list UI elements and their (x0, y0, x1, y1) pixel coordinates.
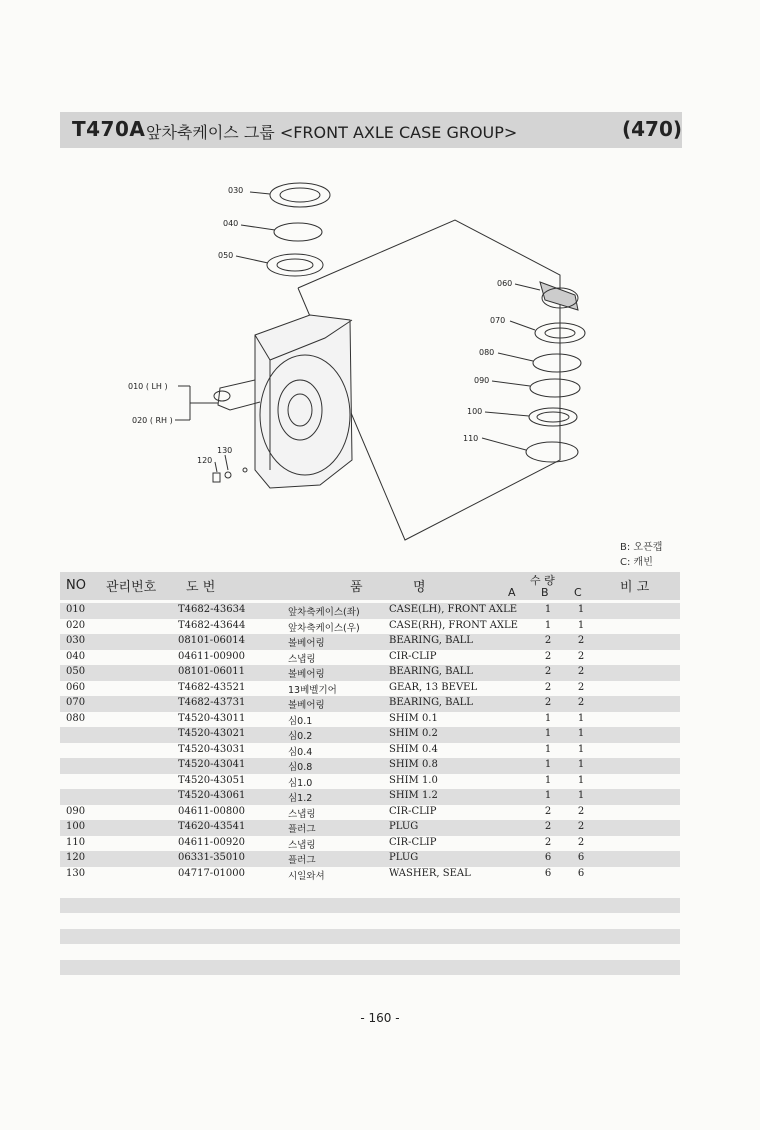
table-row (60, 851, 680, 867)
quantity-legend (620, 540, 662, 570)
table-row (60, 805, 680, 821)
header-qty: 수 량 (530, 574, 555, 587)
row-no: 110 (66, 836, 86, 848)
row-name-ko: 앞차축케이스(좌) (288, 607, 360, 618)
row-name-en: BEARING, BALL (389, 635, 473, 646)
part-090-clip (530, 379, 580, 397)
row-part-no: 06331-35010 (178, 852, 246, 863)
table-row (60, 712, 680, 728)
row-part-no: 04611-00800 (178, 805, 246, 817)
row-name-en: SHIM 0.4 (389, 743, 438, 755)
header-mgmt-no: 관리번호 (106, 580, 157, 595)
header-name-ko: 품 (350, 580, 363, 595)
row-qty-c: 6 (577, 867, 585, 879)
row-qty-c: 1 (577, 774, 585, 786)
table-row (60, 774, 680, 790)
row-no: 040 (66, 650, 86, 662)
header-qty-a: A (508, 586, 516, 599)
row-qty-c: 2 (577, 681, 585, 693)
table-row (60, 727, 680, 743)
row-qty-c: 2 (577, 697, 585, 708)
row-name-en: SHIM 1.2 (389, 790, 438, 801)
group-number: (470) (622, 117, 683, 141)
row-name-ko: 심1.0 (288, 777, 313, 789)
page-number: - 160 - (360, 1011, 400, 1025)
row-qty-b: 1 (544, 743, 552, 755)
row-name-ko: 심1.2 (288, 793, 313, 804)
row-name-ko: 심0.4 (288, 746, 313, 758)
row-qty-b: 2 (544, 666, 552, 677)
blank-band (60, 960, 680, 975)
callout-080: 080 (479, 348, 495, 357)
row-part-no: T4520-43061 (178, 790, 246, 801)
part-130-washer (225, 472, 231, 478)
callout-100: 100 (467, 407, 483, 416)
page-title: 앞차축케이스 그룹 <FRONT AXLE CASE GROUP> (146, 123, 518, 142)
row-name-en: SHIM 0.2 (389, 728, 438, 739)
part-100-plug (529, 408, 577, 426)
row-part-no: T4520-43011 (178, 712, 246, 724)
table-row (60, 820, 680, 836)
row-name-ko: 스냅링 (288, 653, 316, 665)
callout-070: 070 (490, 316, 506, 325)
table-row (60, 650, 680, 666)
row-part-no: T4520-43041 (178, 759, 246, 770)
row-qty-b: 2 (544, 836, 552, 848)
part-060-gear (540, 282, 578, 310)
row-part-no: 04717-01000 (178, 867, 246, 879)
row-qty-b: 2 (544, 697, 552, 708)
row-qty-c: 1 (577, 790, 585, 801)
row-qty-c: 1 (577, 743, 585, 755)
legend-b: B: 오픈캡 (620, 542, 663, 553)
row-no: 050 (66, 666, 86, 677)
row-name-ko: 볼베어링 (288, 638, 325, 649)
table-row (60, 681, 680, 697)
row-name-en: PLUG (389, 852, 419, 863)
row-name-ko: 볼베어링 (288, 700, 325, 711)
row-part-no: T4620-43541 (178, 821, 246, 832)
row-qty-c: 2 (577, 805, 585, 817)
row-part-no: 04611-00900 (178, 650, 246, 662)
part-030-bearing (270, 183, 330, 207)
row-qty-b: 1 (544, 619, 552, 631)
callout-020: 020 ( RH ) (132, 416, 173, 425)
part-080-shim (533, 354, 581, 372)
table-row (60, 758, 680, 774)
callout-050: 050 (218, 251, 234, 260)
header-no: NO (66, 578, 86, 593)
callout-010: 010 ( LH ) (128, 382, 168, 391)
header-part-no: 도 번 (186, 580, 216, 595)
row-qty-c: 2 (577, 836, 585, 848)
blank-band (60, 898, 680, 913)
row-part-no: T4520-43051 (178, 774, 246, 786)
callout-110: 110 (463, 434, 479, 443)
row-qty-c: 2 (577, 666, 585, 677)
header-qty-b: B (541, 586, 549, 599)
row-name-en: SHIM 0.1 (389, 712, 438, 724)
row-no: 070 (66, 697, 86, 708)
row-name-ko: 시일와셔 (288, 870, 325, 882)
row-qty-b: 2 (544, 821, 552, 832)
row-name-en: CASE(RH), FRONT AXLE (389, 619, 518, 631)
row-no: 020 (66, 619, 86, 631)
exploded-parts-diagram (120, 170, 600, 550)
row-name-en: SHIM 0.8 (389, 759, 438, 770)
row-part-no: T4682-43644 (178, 619, 246, 631)
part-110-clip (526, 442, 578, 462)
row-qty-b: 6 (544, 867, 552, 879)
row-part-no: T4682-43521 (178, 681, 246, 693)
row-qty-b: 1 (544, 712, 552, 724)
row-no: 130 (66, 867, 86, 879)
row-name-ko: 심0.2 (288, 731, 313, 742)
row-qty-b: 1 (544, 790, 552, 801)
row-qty-c: 1 (577, 604, 585, 615)
table-row (60, 665, 680, 681)
row-part-no: 08101-06014 (178, 635, 246, 646)
row-name-en: GEAR, 13 BEVEL (389, 681, 478, 693)
row-part-no: T4682-43634 (178, 604, 246, 615)
header-remarks: 비 고 (620, 580, 650, 595)
header-name-en: 명 (413, 580, 426, 595)
row-name-ko: 플러그 (288, 855, 316, 866)
row-no: 120 (66, 852, 86, 863)
row-qty-b: 1 (544, 604, 552, 615)
row-qty-b: 2 (544, 805, 552, 817)
row-qty-b: 2 (544, 681, 552, 693)
row-name-en: CIR-CLIP (389, 650, 437, 662)
row-qty-c: 1 (577, 619, 585, 631)
callout-120: 120 (197, 456, 213, 465)
row-qty-c: 1 (577, 728, 585, 739)
row-name-en: CIR-CLIP (389, 836, 437, 848)
part-120-plug (213, 473, 220, 482)
header-qty-c: C (574, 586, 582, 599)
row-qty-b: 1 (544, 774, 552, 786)
row-no: 010 (66, 604, 86, 615)
callout-060: 060 (497, 279, 513, 288)
row-name-ko: 앞차축케이스(우) (288, 622, 360, 634)
callout-030: 030 (228, 186, 244, 195)
row-no: 100 (66, 821, 86, 832)
row-qty-b: 1 (544, 728, 552, 739)
row-part-no: T4520-43031 (178, 743, 246, 755)
row-name-ko: 스냅링 (288, 839, 316, 851)
row-name-ko: 스냅링 (288, 808, 316, 820)
callout-090: 090 (474, 376, 490, 385)
row-no: 090 (66, 805, 86, 817)
row-qty-c: 2 (577, 635, 585, 646)
row-no: 030 (66, 635, 86, 646)
row-name-ko: 플러그 (288, 824, 316, 835)
blank-band (60, 929, 680, 944)
row-no: 080 (66, 712, 86, 724)
table-row (60, 634, 680, 650)
row-qty-b: 6 (544, 852, 552, 863)
row-qty-c: 1 (577, 759, 585, 770)
row-part-no: T4520-43021 (178, 728, 246, 739)
row-part-no: 04611-00920 (178, 836, 246, 848)
row-qty-b: 1 (544, 759, 552, 770)
row-qty-c: 6 (577, 852, 585, 863)
callout-040: 040 (223, 219, 239, 228)
table-row (60, 619, 680, 635)
part-050-bearing (267, 254, 323, 276)
callout-130: 130 (217, 446, 233, 455)
table-row (60, 696, 680, 712)
row-part-no: 08101-06011 (178, 666, 246, 677)
row-qty-c: 2 (577, 650, 585, 662)
row-name-en: CIR-CLIP (389, 805, 437, 817)
row-name-ko: 심0.8 (288, 762, 313, 773)
row-part-no: T4682-43731 (178, 697, 246, 708)
part-040-clip (274, 223, 322, 241)
table-row (60, 743, 680, 759)
row-no: 060 (66, 681, 86, 693)
table-row (60, 836, 680, 852)
row-name-en: CASE(LH), FRONT AXLE (389, 604, 518, 615)
row-name-en: WASHER, SEAL (389, 867, 471, 879)
row-name-en: BEARING, BALL (389, 666, 473, 677)
row-name-en: BEARING, BALL (389, 697, 473, 708)
row-name-en: SHIM 1.0 (389, 774, 438, 786)
row-qty-b: 2 (544, 650, 552, 662)
row-qty-c: 1 (577, 712, 585, 724)
case-arm (218, 380, 260, 410)
row-qty-c: 2 (577, 821, 585, 832)
row-name-ko: 볼베어링 (288, 669, 325, 680)
table-row (60, 603, 680, 619)
table-row (60, 867, 680, 883)
row-qty-b: 2 (544, 635, 552, 646)
model-code: T470A (72, 117, 146, 141)
legend-c: C: 캐빈 (620, 557, 653, 568)
row-name-en: PLUG (389, 821, 419, 832)
table-row (60, 789, 680, 805)
row-name-ko: 심0.1 (288, 715, 313, 727)
row-name-ko: 13베벨기어 (288, 684, 337, 696)
